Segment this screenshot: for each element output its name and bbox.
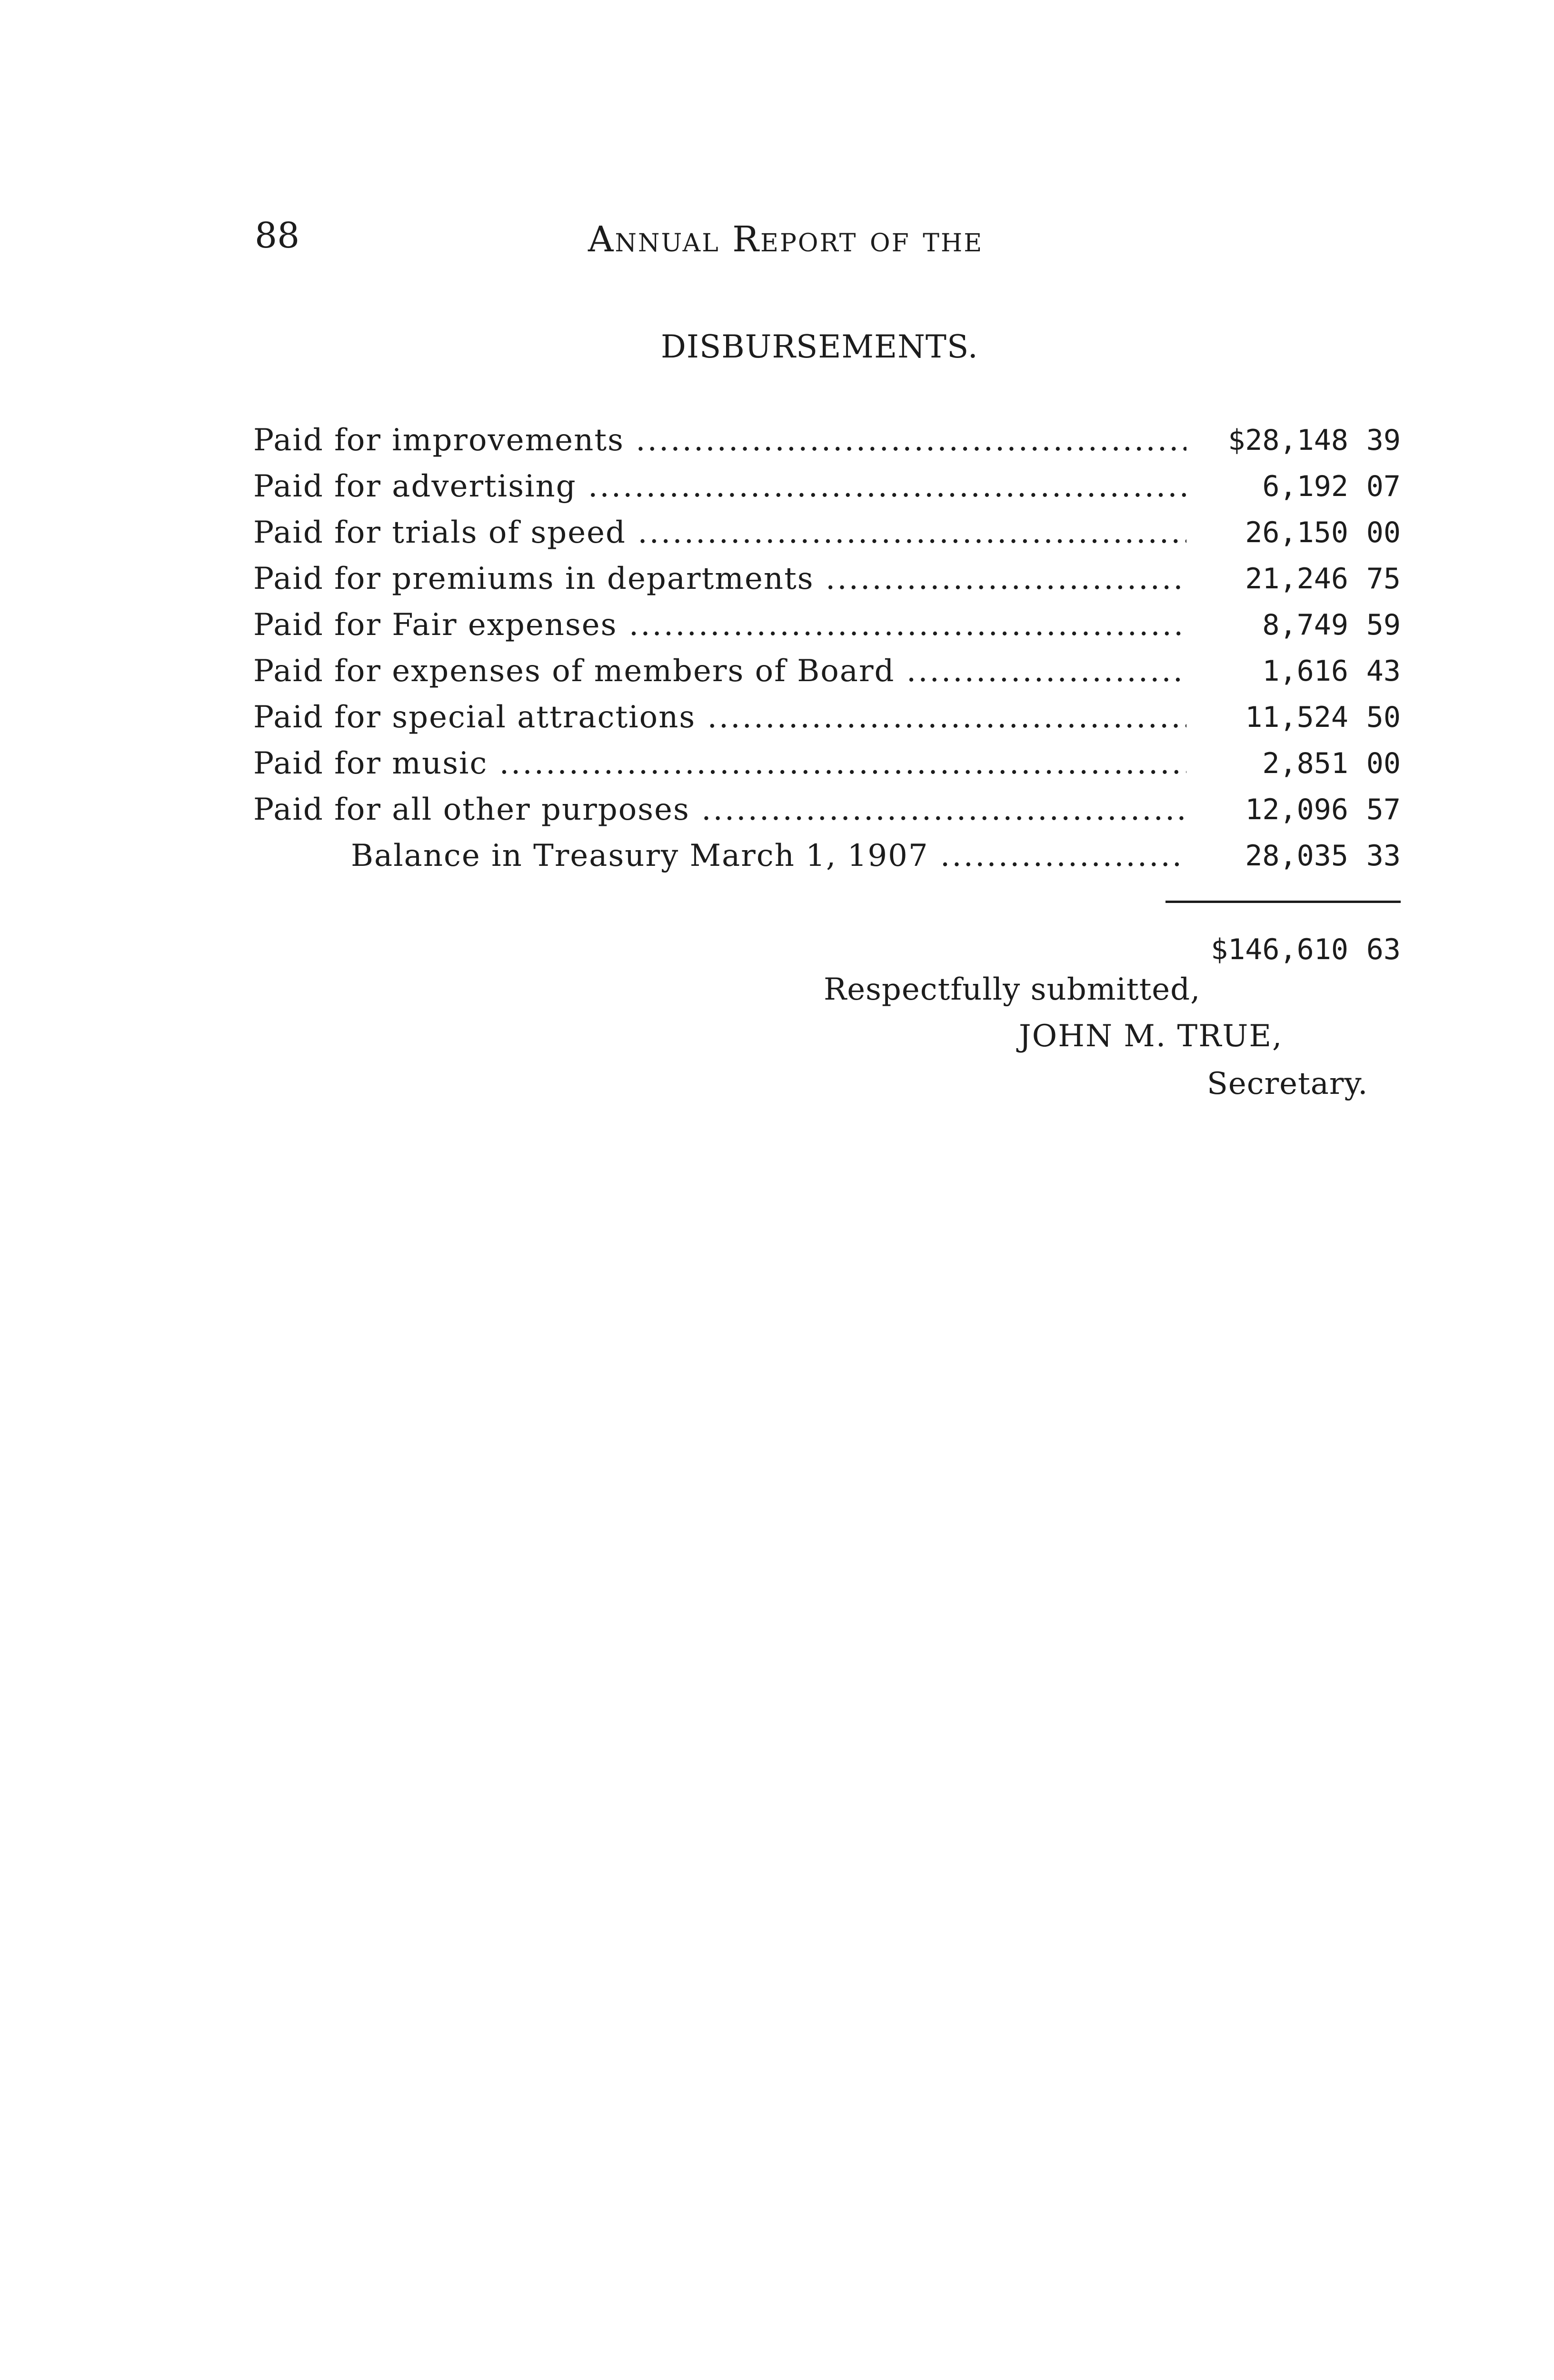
table-row <box>253 465 1401 508</box>
table-row <box>253 696 1401 739</box>
row-dollars: $28,148 <box>1228 424 1348 457</box>
balance-row <box>253 834 1401 877</box>
row-dollars: 21,246 <box>1245 562 1348 595</box>
running-head: Annual Report of the <box>588 219 984 260</box>
row-cents: 07 <box>1366 470 1401 503</box>
row-dollars: 26,150 <box>1245 516 1348 549</box>
table-row <box>253 511 1401 554</box>
page-number: 88 <box>255 215 300 256</box>
row-dollars: 1,616 <box>1262 654 1348 688</box>
row-label: Paid for advertising ..... <box>253 465 1186 508</box>
total-dollars: $146,610 <box>1211 933 1348 966</box>
row-cents: 00 <box>1366 516 1401 549</box>
row-dollars: 12,096 <box>1245 793 1348 826</box>
row-cents: 57 <box>1366 793 1401 826</box>
row-label: Paid for Fair expenses ..... <box>253 604 1186 646</box>
signer-title: Secretary. <box>1207 1066 1368 1101</box>
total-rule <box>1166 901 1401 903</box>
table-row <box>253 604 1401 646</box>
balance-dollars: 28,035 <box>1245 839 1348 873</box>
section-heading: DISBURSEMENTS. <box>661 328 978 365</box>
total-cents: 63 <box>1366 933 1401 966</box>
row-label: Paid for special attractions ..... <box>253 696 1186 739</box>
row-label: Paid for expenses of members of Board ..... <box>253 650 1186 693</box>
row-cents: 43 <box>1366 654 1401 688</box>
row-cents: 59 <box>1366 608 1401 642</box>
row-cents: 75 <box>1366 562 1401 595</box>
balance-label: Balance in Treasury March 1, 1907 ..... <box>351 834 1186 877</box>
row-dollars: 6,192 <box>1262 470 1348 503</box>
balance-cents: 33 <box>1366 839 1401 873</box>
row-label: Paid for trials of speed ..... <box>253 511 1186 554</box>
table-row <box>253 650 1401 693</box>
table-row <box>253 742 1401 785</box>
row-cents: 39 <box>1366 424 1401 457</box>
total-row <box>253 928 1401 971</box>
row-cents: 50 <box>1366 701 1401 734</box>
row-dollars: 8,749 <box>1262 608 1348 642</box>
table-row <box>253 557 1401 600</box>
row-label: Paid for all other purposes ..... <box>253 788 1186 831</box>
table-row <box>253 419 1401 462</box>
signer-name: JOHN M. TRUE, <box>1019 1019 1283 1054</box>
row-cents: 00 <box>1366 747 1401 780</box>
row-label: Paid for premiums in departments ..... <box>253 557 1186 600</box>
closing-line: Respectfully submitted, <box>824 972 1201 1007</box>
table-row <box>253 788 1401 831</box>
row-dollars: 2,851 <box>1262 747 1348 780</box>
row-label: Paid for music ..... <box>253 742 1186 785</box>
row-label: Paid for improvements ..... <box>253 419 1186 462</box>
row-dollars: 11,524 <box>1245 701 1348 734</box>
